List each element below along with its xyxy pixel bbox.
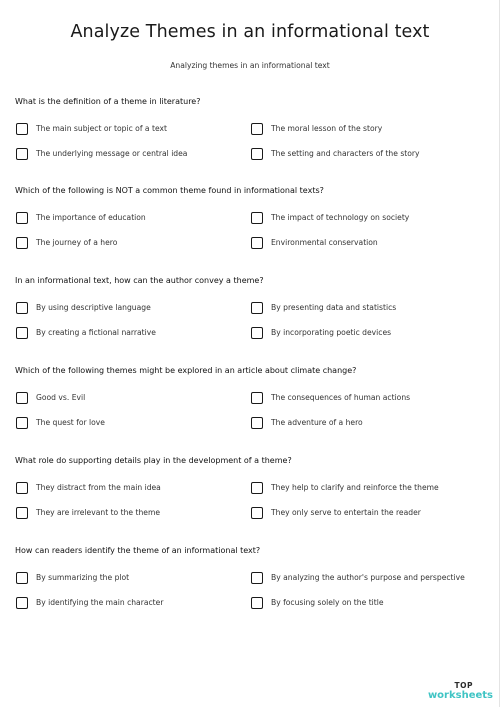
checkbox[interactable] (251, 237, 263, 249)
checkbox[interactable] (251, 572, 263, 584)
option-label: The quest for love (36, 418, 105, 427)
option-label: The setting and characters of the story (271, 149, 420, 158)
question-text: What is the definition of a theme in literature? (15, 97, 201, 106)
option-label: By summarizing the plot (36, 573, 130, 582)
question-text: Which of the following is NOT a common theme found in informational texts? (15, 186, 324, 195)
question-text: In an informational text, how can the author convey a theme? (15, 276, 264, 285)
option-label: The main subject or topic of a text (36, 124, 167, 133)
checkbox[interactable] (251, 482, 263, 494)
option-label: By focusing solely on the title (271, 598, 384, 607)
checkbox[interactable] (251, 392, 263, 404)
option-label: They only serve to entertain the reader (271, 508, 421, 517)
option-label: By presenting data and statistics (271, 303, 397, 312)
checkbox[interactable] (16, 148, 28, 160)
question-5 (0, 456, 500, 546)
question-3 (0, 276, 500, 366)
checkbox[interactable] (251, 302, 263, 314)
checkbox[interactable] (16, 123, 28, 135)
checkbox[interactable] (16, 212, 28, 224)
question-text: How can readers identify the theme of an informational text? (15, 546, 261, 555)
brand-logo (428, 682, 493, 701)
option-label: Good vs. Evil (36, 393, 86, 402)
option-label: They help to clarify and reinforce the theme (271, 483, 439, 492)
brand-logo-top: TOP (454, 681, 473, 690)
option-label: The impact of technology on society (271, 213, 410, 222)
checkbox[interactable] (251, 148, 263, 160)
option-label: The journey of a hero (36, 238, 118, 247)
option-label: The consequences of human actions (271, 393, 411, 402)
option-label: The moral lesson of the story (271, 124, 383, 133)
brand-logo-bottom: worksheets (427, 690, 493, 701)
checkbox[interactable] (16, 417, 28, 429)
checkbox[interactable] (16, 507, 28, 519)
option-label: Environmental conservation (271, 238, 378, 247)
checkbox[interactable] (16, 302, 28, 314)
checkbox[interactable] (16, 597, 28, 609)
question-1 (0, 97, 500, 187)
question-text: What role do supporting details play in the development of a theme? (15, 456, 292, 465)
option-label: By creating a fictional narrative (36, 328, 156, 337)
checkbox[interactable] (16, 327, 28, 339)
option-label: By incorporating poetic devices (271, 328, 392, 337)
checkbox[interactable] (251, 507, 263, 519)
page-subtitle: Analyzing themes in an informational text (170, 61, 330, 70)
option-label: They are irrelevant to the theme (36, 508, 161, 517)
checkbox[interactable] (251, 212, 263, 224)
option-label: They distract from the main idea (36, 483, 161, 492)
option-label: The adventure of a hero (271, 418, 363, 427)
checkbox[interactable] (16, 572, 28, 584)
checkbox[interactable] (251, 327, 263, 339)
option-label: The underlying message or central idea (36, 149, 188, 158)
option-label: The importance of education (36, 213, 146, 222)
question-4 (0, 366, 500, 456)
checkbox[interactable] (251, 597, 263, 609)
question-6 (0, 546, 500, 636)
question-text: Which of the following themes might be explored in an article about climate change? (15, 366, 357, 375)
checkbox[interactable] (16, 237, 28, 249)
option-label: By using descriptive language (36, 303, 151, 312)
option-label: By analyzing the author's purpose and perspective (271, 573, 465, 582)
checkbox[interactable] (16, 482, 28, 494)
checkbox[interactable] (16, 392, 28, 404)
option-label: By identifying the main character (36, 598, 164, 607)
checkbox[interactable] (251, 417, 263, 429)
page-title: Analyze Themes in an informational text (70, 22, 430, 42)
checkbox[interactable] (251, 123, 263, 135)
question-2 (0, 186, 500, 276)
